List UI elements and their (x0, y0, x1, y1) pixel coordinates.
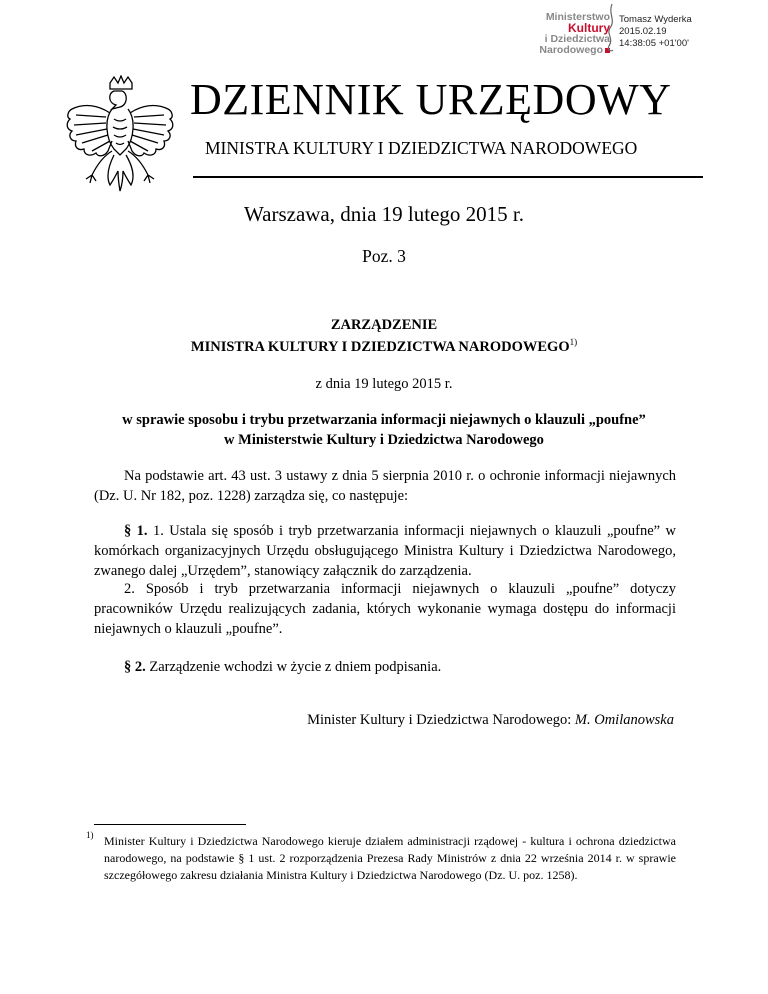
publication-date: Warszawa, dnia 19 lutego 2015 r. (244, 202, 524, 226)
act-subject-line-2: w Ministerstwie Kultury i Dziedzictwa Narodowego (224, 432, 544, 448)
section-1-point-2: 2. Sposób i tryb przetwarzania informacji niejawnych o klauzuli „poufne” dotyczy pracowników Urzędu realizujących zadania, których wykonanie wymaga dostępu do informacji niejawnych o klauzuli „poufne”. (94, 581, 676, 637)
legal-basis-paragraph: Na podstawie art. 43 ust. 3 ustawy z dnia 5 sierpnia 2010 r. o ochronie informacji niejawnych (Dz. U. Nr 182, poz. 1228) zarządza się, co następuje: (94, 468, 676, 504)
act-subject (0, 410, 768, 450)
signature-name: M. Omilanowska (574, 712, 674, 728)
section-1-paragraph (94, 521, 676, 581)
section-2-text: Zarządzenie wchodzi w życie z dniem podpisania. (145, 659, 442, 675)
signature-role: Minister Kultury i Dziedzictwa Narodowego: (307, 712, 575, 728)
journal-subtitle: MINISTRA KULTURY I DZIEDZICTWA NARODOWEGO (205, 138, 638, 158)
footnote-ref-link[interactable]: 1) (569, 337, 578, 347)
header-divider (193, 176, 703, 178)
act-type: ZARZĄDZENIE (330, 317, 438, 333)
section-1-text: 1. Ustala się sposób i tryb przetwarzania informacji niejawnych o klauzuli „poufne” w komórkach organizacyjnych Urzędu obsługującego Ministra Kultury i Dziedzictwa Narodowego, zwanego dalej „Urzędem”, stanowiący załącznik do zarządzenia. (94, 523, 676, 579)
act-date: z dnia 19 lutego 2015 r. (315, 376, 453, 392)
section-2-label: § 2. (124, 659, 146, 675)
position-number: Poz. 3 (362, 246, 406, 266)
signature-block (0, 712, 674, 729)
act-issuer (0, 337, 768, 356)
journal-title: DZIENNIK URZĘDOWY (190, 75, 672, 124)
signature-date: 2015.02.19 (619, 26, 667, 37)
logo-line-3: i Dziedzictwa (544, 33, 610, 45)
logo-line-4: Narodowego (539, 44, 603, 56)
signature-time: 14:38:05 +01'00' (619, 38, 689, 49)
logo-line-1: Ministerstwo (545, 11, 610, 23)
footnote-mark: 1) (86, 830, 94, 840)
section-2-paragraph (94, 657, 676, 677)
polish-eagle-emblem-icon (62, 75, 180, 207)
signature-info (619, 14, 692, 50)
section-1-label: § 1. (124, 523, 148, 539)
footnote-text: Minister Kultury i Dziedzictwa Narodowego kieruje działem administracji rządowej - kultura i ochrona dziedzictwa narodowego, na podstawie § 1 ust. 2 rozporządzenia Prezesa Rady Ministrów z dnia 22 września 2014 r. w sprawie szczegółowego zakresu działania Ministra Kultury i Dziedzictwa Narodowego (Dz. U. poz. 1258). (104, 834, 676, 882)
act-subject-line-1: w sprawie sposobu i trybu przetwarzania informacji niejawnych o klauzuli „poufne” (122, 412, 646, 428)
footnote-divider (94, 824, 246, 825)
act-issuer-text: MINISTRA KULTURY I DZIEDZICTWA NARODOWEGO (190, 338, 570, 355)
signer-name: Tomasz Wyderka (619, 14, 692, 25)
digital-signature-stamp[interactable] (526, 11, 692, 56)
logo-line-2: Kultury (568, 21, 610, 35)
